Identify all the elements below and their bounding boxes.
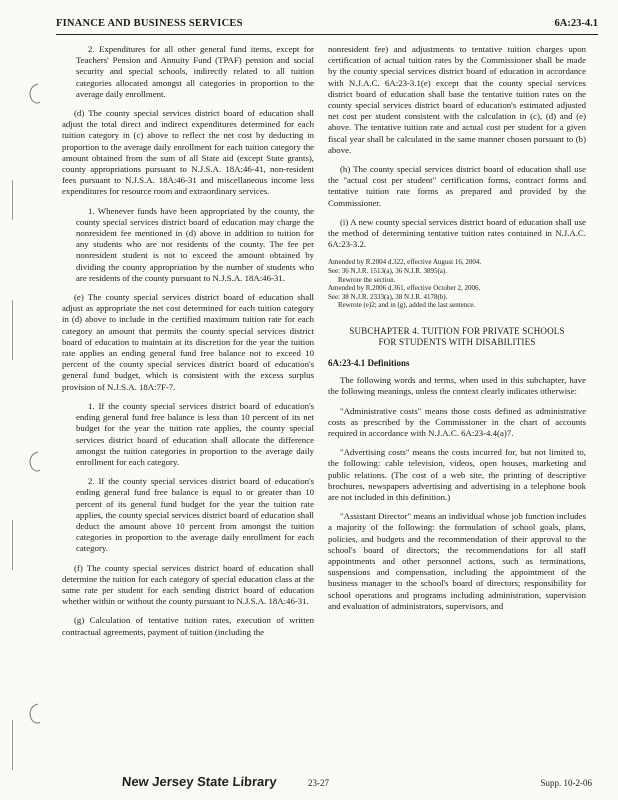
subchapter-heading [328,326,586,348]
hole-punch-mark-top [22,80,44,108]
paragraph: nonresident fee) and adjustments to tentative tuition charges upon certification of actual tuition rates by the Commissioner shall be made by the county special services district board of education in accordance with N.J.A.C. 6A:23-3.1(e) except that the county special services district board of education shall base the tentative tuition rates on the county special services district board of education's estimated adjusted net cost per student consistent with the calculation in (c), (d) and (e) above. The tentative tuition rate and actual cost per student for a given fiscal year shall be calculated in the same manner chosen pursuant to (b) above. [328,44,586,155]
paragraph: 2. If the county special services district board of education's ending general fund free balance is equal to or greater than 10 percent of its general fund budget for the year the tuition rate applies, the county special services district board of education shall deduct the amount above 10 percent from amongst the tuition categories in proportion to the average daily enrollment for each category. [76,476,314,554]
paragraph: "Administrative costs" means those costs defined as administrative costs as prescribed by the Commissioner in the chart of accounts required in accordance with N.J.A.C. 6A:23-4.4(a)7. [328,405,586,439]
paragraph: (h) The county special services district board of education shall use the "actual cost per student" certification forms, contract forms and tentative tuition rate forms as prepared and provided by the Commissioner. [328,164,586,208]
margin-line [12,180,13,220]
left-column [62,44,314,646]
paragraph: "Advertising costs" means the costs incurred for, but not limited to, the following: cable television, videos, open houses, marketing and public relations. (The cost of a web site, the printing of descriptive brochures, newspapers advertising and advertising in a telephone book are not included in this definition.) [328,447,586,503]
paragraph: (g) Calculation of tentative tuition rates, execution of written contractual agreements, payment of tuition (including the [62,615,314,637]
history-line: See: 38 N.J.R. 2333(a), 38 N.J.R. 4178(b). [328,292,448,301]
paragraph: (f) The county special services district board of education shall determine the tuition for each category of special education class at the same rate per student for each sending district board of education whether within or without the county pursuant to N.J.S.A. 18A:46-31. [62,562,314,607]
section-heading: 6A:23-4.1 Definitions [328,358,410,369]
page-footer [0,772,618,792]
running-header [56,18,598,35]
paragraph: (e) The county special services district board of education shall adjust as appropriate the net cost determined for each tuition category in (d) above to include in the certified maximum tuition rate for each category an amount that permits the county special services district board of education to maintain at its discretion for the year the tuition rate applies an ending general fund free balance not to exceed 10 percent of the county special services district board of education's general fund budget, which is consistent with the excess surplus provision of N.J.S.A. 18A:7F-7. [62,292,314,392]
subchapter-title-line2: FOR STUDENTS WITH DISABILITIES [378,337,536,348]
history-line: See: 36 N.J.R. 1513(a), 36 N.J.R. 3895(a). [328,267,447,276]
history-line: Amended by R.2004 d.322, effective August 16, 2004. [328,258,482,267]
paragraph: (d) The county special services district board of education shall adjust the total direct and indirect expenditures determined for each tuition category in (c) above to reflect the net cost by deducting in proportion to the average daily enrollment for each tuition category the amount obtained from the sum of all State aid (except State grants), county appropriations pursuant to N.J.S.A. 18A:46-41, non-resident fees pursuant to N.J.S.A. 18A:46-31 and miscellaneous income less expenditures for resource room and extraordinary services. [62,108,314,197]
header-section-number: 6A:23-4.1 [554,18,598,29]
history-line: Rewrote (e)2; and in (g), added the last sentence. [338,301,476,310]
hole-punch-mark-middle [22,448,44,478]
paragraph: 1. If the county special services district board of education's ending general fund free balance is less than 10 percent of its net budget for the year the tuition rate applies, the county special services district board of education shall allocate the difference amongst the tuition categories in proportion to the average daily enrollment for each category. [76,400,314,467]
history-line: Rewrote the section. [338,275,396,284]
library-stamp: New Jersey State Library [121,774,278,789]
margin-line [12,300,13,360]
history-line: Amended by R.2006 d.361, effective October 2, 2006. [328,284,481,293]
paragraph: (i) A new county special services district board of education shall use the method of determining tentative tuition rates contained in N.J.A.C. 6A:23-3.2. [328,216,586,250]
subchapter-title-line1: SUBCHAPTER 4. TUITION FOR PRIVATE SCHOOLS [349,326,565,337]
right-column [328,44,586,620]
header-title: FINANCE AND BUSINESS SERVICES [56,18,243,29]
supplement-date: Supp. 10-2-06 [540,778,592,788]
paragraph: "Assistant Director" means an individual whose job function includes a majority of the following: the formulation of school goals, plans, policies, and budgets and the recommendation of their approval to the school's board of directors; the recommendations for all staff appointments and other personnel actions, such as terminations, suspensions and compensation, including the appointment of the business manager to the school's board of directors; responsibility for school operations and programs including administration, supervision and evaluation of administrators, supervisors, and [328,511,586,611]
hole-punch-mark-bottom [22,700,44,730]
margin-line [12,520,13,570]
paragraph: 2. Expenditures for all other general fund items, except for Teachers' Pension and Annuity Fund (TPAF) pension and social security and special schools, indirectly related to all tuition categories allocated amongst all categories in proportion to the average daily enrollment. [76,44,314,99]
paragraph: The following words and terms, when used in this subchapter, have the following meanings, unless the context clearly indicates otherwise: [328,375,586,397]
paragraph: 1. Whenever funds have been appropriated by the county, the county special services district board of education may charge the nonresident fee mentioned in (d) above in addition to tuition for any students who are not residents of the county. The fee per nonresident student is not to exceed the amount obtained by dividing the county appropriation by the number of students who are residents of the county pursuant to N.J.S.A. 18A:46-31. [76,205,314,283]
page-number: 23-27 [308,778,329,788]
amendment-history [328,258,586,310]
margin-line [12,720,13,770]
